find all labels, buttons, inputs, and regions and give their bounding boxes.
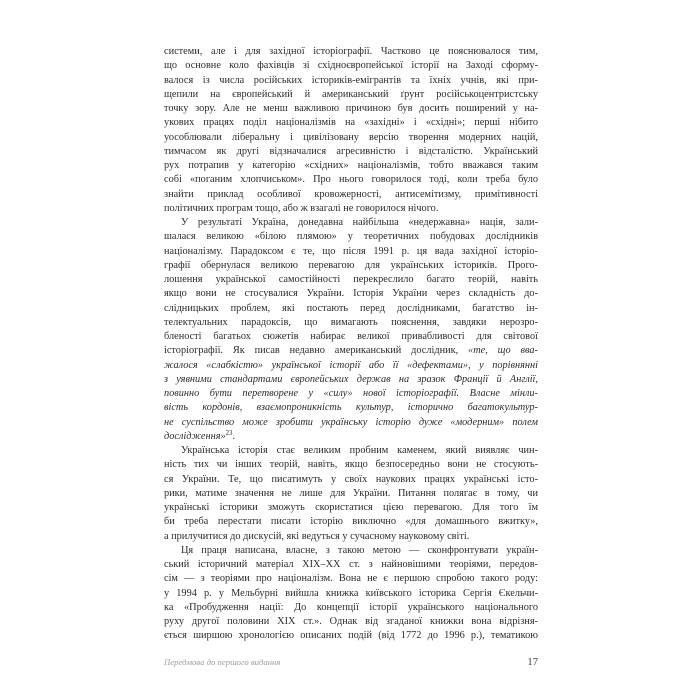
text-line [164, 45, 538, 59]
text-line [164, 473, 538, 487]
text-line [164, 74, 538, 88]
page-footer [164, 657, 538, 668]
text-line [164, 373, 538, 387]
quoted-italic-text: не суспільство може зробити українську історію дуже «модерним» полем [164, 416, 538, 428]
quoted-italic-text: жалося «слабкістю» української історії або її «дефектами», у порівнянні [164, 359, 538, 371]
text-line [164, 145, 538, 159]
text-line [164, 159, 538, 173]
body-text: якщо вони не стосувалися України. Історія України через складність до- [164, 288, 538, 300]
body-text: точку зору. Але не менш важливою причиною був досить поширений у на- [164, 103, 538, 114]
text-line [164, 216, 538, 230]
text-line [164, 273, 538, 287]
body-text: Ця праця написана, власне, з такою метою — сконфронтувати україн- [181, 544, 538, 556]
text-line [164, 302, 538, 316]
text-line [164, 102, 538, 116]
quoted-italic-text: вість кордонів, взаємопроникність культур, історично багатокультур- [164, 402, 538, 414]
text-line [164, 530, 538, 544]
text-line [164, 629, 538, 643]
text-line [164, 558, 538, 572]
paragraph [164, 444, 538, 544]
body-text: ся України. Те, що писатимуть у своїх наукових працях українські істо- [164, 473, 538, 485]
body-text: укових працях поділ націоналізмів на «західні» і «східні»; перші нібито [164, 117, 538, 129]
text-line [164, 245, 538, 259]
text-line [164, 116, 538, 130]
body-text: Українська історія стає великим пробним каменем, який виявляє чин- [181, 445, 538, 456]
paragraph [164, 544, 538, 644]
body-text: історіографії. Як писав недавно американський дослідник, [164, 345, 469, 357]
body-text: щепили на європейський й американський ґрунт російськоцентристську [164, 88, 538, 100]
body-text: лошення української самостійності перекреслило багато теорій, навіть [164, 274, 538, 285]
body-text: рики, матиме значення не лише для України. Питання полягає в тому, чи [164, 487, 538, 499]
body-text: українські історики зможуть скористатися цією перевагою. Для того їм [164, 502, 538, 513]
text-line [164, 230, 538, 244]
body-text: слідницьких проблем, які постають перед дослідниками, багатство ін- [164, 302, 538, 314]
body-text: сім — з теоріями про націоналізм. Вона не є першою спробою такого роду: [164, 573, 538, 585]
body-text: собі «поганим хлопчиськом». Про нього говорилося тоді, коли треба було [164, 174, 538, 186]
footnote-marker: 23 [225, 429, 233, 437]
text-line [164, 173, 538, 187]
body-text: . [232, 430, 236, 442]
body-text: уособлювали ліберальну і цивілізовану версію творення модерних націй, [164, 131, 538, 143]
text-line [164, 458, 538, 472]
body-text: графії обернулася великою перевагою для українських істориків. Прого- [164, 259, 538, 271]
body-text: у 1994 р. у Мельбурні вийшла книжка київського історика Сергія Єкельчи- [164, 587, 538, 599]
text-line [164, 131, 538, 145]
body-text: системи, але і для західної історіографії. Частково це пояснювалося тим, [164, 46, 538, 57]
body-text: тимчасом як другі відзначалися агресивністю і відсталістю. Український [164, 145, 538, 157]
text-line [164, 416, 538, 430]
text-block [164, 45, 538, 644]
text-line [164, 359, 538, 373]
text-line [164, 615, 538, 629]
text-line [164, 544, 538, 558]
text-line [164, 515, 538, 529]
text-line [164, 401, 538, 415]
body-text: ється ширшою хронологією описаних подій (від 1772 до 1996 р.), тематикою [164, 630, 538, 642]
paragraph [164, 216, 538, 444]
body-text: знайти приклад особливої кровожерності, антисемітизму, примітивності [164, 188, 538, 200]
body-text: бленості багатьох сюжетів набирає великої привабливості для світової [164, 331, 538, 342]
text-line [164, 601, 538, 615]
text-line [164, 387, 538, 401]
body-text: рух потрапив у категорію «східних» націоналізмів, тобто вважався таким [164, 160, 538, 171]
text-line [164, 330, 538, 344]
text-line [164, 430, 538, 444]
text-line [164, 501, 538, 515]
text-line [164, 188, 538, 202]
running-footer-title: Передмова до першого видання [164, 657, 281, 667]
text-line [164, 487, 538, 501]
body-text: руху другої половини XIX ст.». Однак від згаданої книжки вона відрізня- [164, 616, 538, 627]
text-line [164, 88, 538, 102]
body-text: політичних програм тощо, або ж взагалі не говорилося нічого. [164, 202, 439, 214]
text-line [164, 59, 538, 73]
page-number: 17 [527, 657, 538, 668]
body-text: У результаті Україна, донедавна найбільша «недержавна» нація, зали- [181, 217, 538, 228]
quoted-italic-text: повинно бути перетворене у «силу» нової історіографії. Власне мінли- [164, 388, 538, 399]
text-line [164, 287, 538, 301]
body-text: націоналізму. Парадоксом є те, що після 1991 р. ця вада західної історіо- [164, 245, 538, 257]
body-text: ність тих чи інших теорій, навіть, якщо безпосередньо вони не стосують- [164, 459, 538, 471]
text-line [164, 259, 538, 273]
body-text: ка «Пробудження нації: До концепції історії українського національного [164, 601, 538, 613]
text-line [164, 572, 538, 586]
body-text: а прилучитися до дискусій, які ведуться у сучасному науковому світі. [164, 530, 470, 542]
quoted-italic-text: з уявними стандартами європейських держав на зразок Франції й Англії, [164, 373, 538, 385]
text-line [164, 202, 538, 216]
text-line [164, 587, 538, 601]
text-line [164, 316, 538, 330]
body-text: шалася великою «білою плямою» у теоретичних побудовах дослідників [164, 231, 538, 243]
body-text: що основне коло фахівців зі східноєвропейської історії на Заході сформу- [164, 60, 538, 72]
body-text: валося із числа російських істориків-емігрантів та їхніх учнів, які при- [164, 74, 538, 86]
quoted-italic-text: дослідження» [164, 430, 226, 442]
text-line [164, 444, 538, 458]
body-text: телектуальних парадоксів, що вимагають пояснення, завдяки нерозро- [164, 316, 538, 328]
body-text: би треба перестати писати історію виключно «для домашнього вжитку», [164, 516, 538, 528]
quoted-italic-text: «те, що вва- [468, 345, 538, 357]
paragraph [164, 45, 538, 216]
body-text: ський історичний матеріал XIX–XX ст. з найновішими теоріями, передов- [164, 559, 538, 570]
text-line [164, 344, 538, 358]
